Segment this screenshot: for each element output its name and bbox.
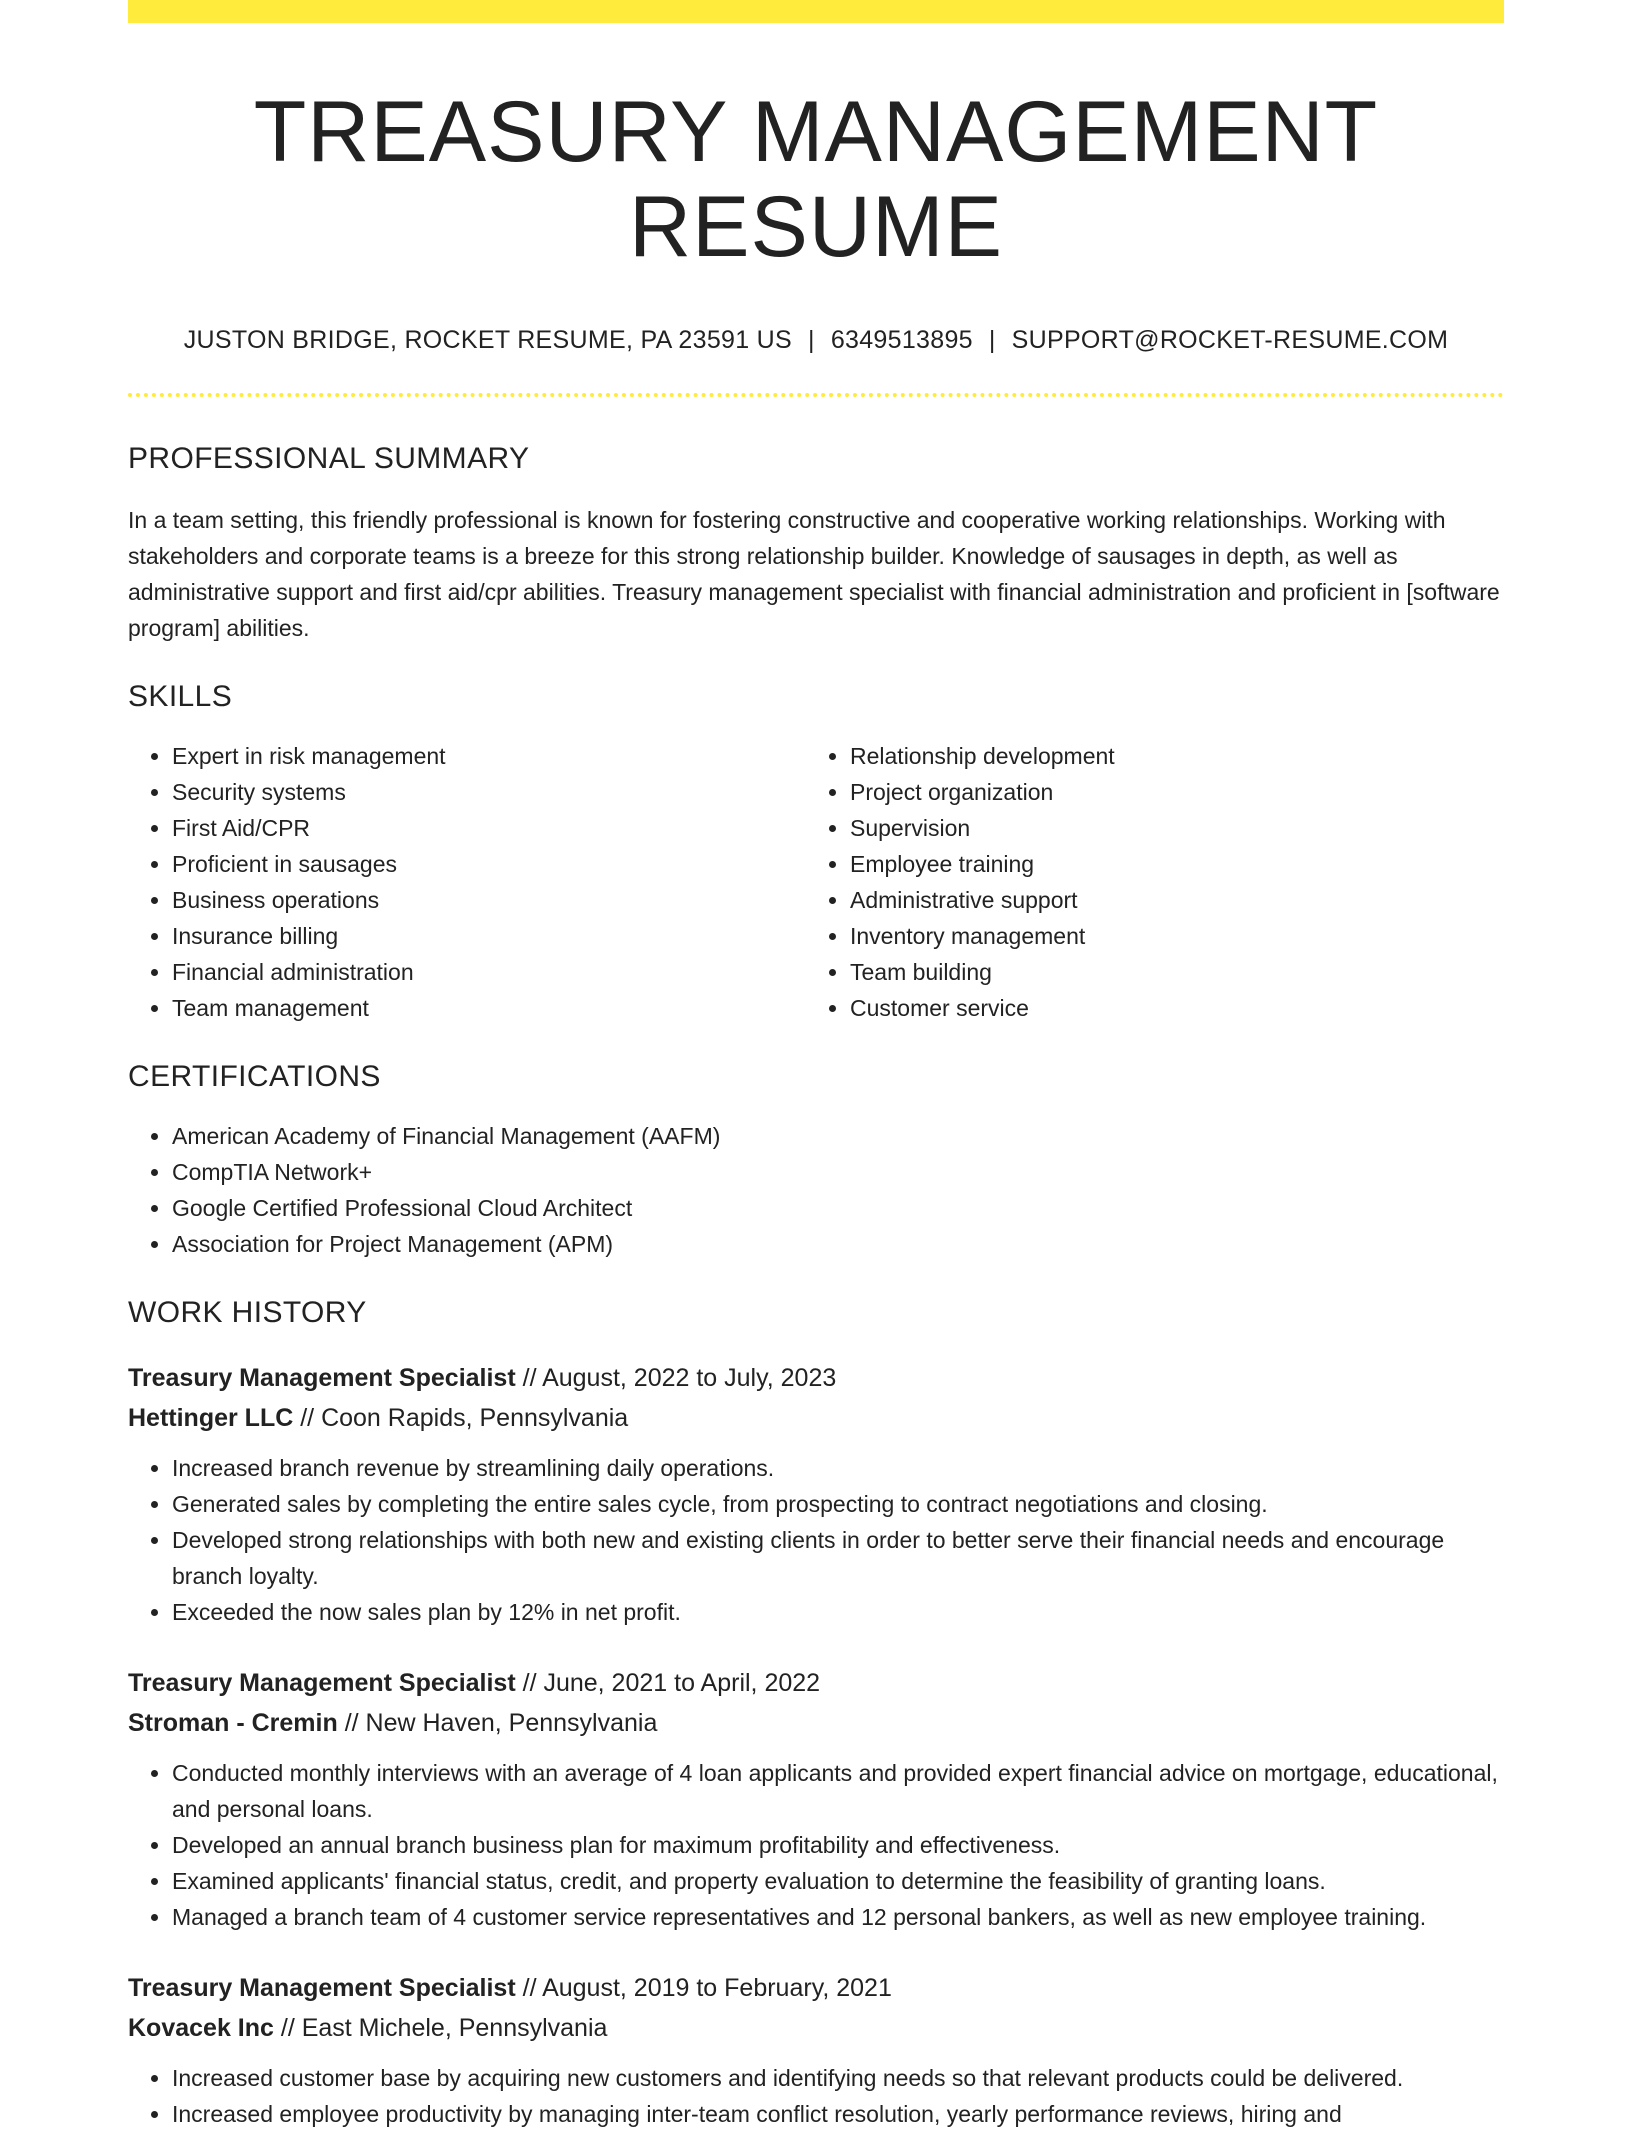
job-dates: // June, 2021 to April, 2022 bbox=[515, 1669, 821, 1698]
job-dates: // August, 2022 to July, 2023 bbox=[515, 1364, 837, 1393]
certification-item: • Google Certified Professional Cloud Architect bbox=[172, 1190, 1504, 1226]
job-location: // East Michele, Pennsylvania bbox=[273, 2014, 608, 2043]
skill-item: • Financial administration bbox=[172, 954, 806, 990]
skill-item: • Proficient in sausages bbox=[172, 846, 806, 882]
skills-list-right bbox=[806, 738, 1484, 1026]
resume-title: TREASURY MANAGEMENT RESUME bbox=[253, 84, 1379, 275]
job-company: Stroman - Cremin bbox=[128, 1709, 338, 1738]
summary-text: In a team setting, this friendly professional is known for fostering constructive and cooperative working relationships. Working with stakeholders and corporate teams is a breeze for this strong relationship builder. Knowledge of sausages in depth, as well as administrative support and first aid/cpr abilities. Treasury management specialist with financial administration and proficient in [software program] abilities. bbox=[128, 507, 1500, 642]
certification-item: • Association for Project Management (APM) bbox=[172, 1226, 1504, 1262]
job-bullet: • Increased customer base by acquiring new customers and identifying needs so that relevant products could be delivered. bbox=[172, 2060, 1504, 2096]
skill-item: • Administrative support bbox=[850, 882, 1484, 918]
skill-item: • Business operations bbox=[172, 882, 806, 918]
work-history-heading: WORK HISTORY bbox=[128, 1296, 367, 1330]
certifications-heading: CERTIFICATIONS bbox=[128, 1060, 381, 1094]
job-title: Treasury Management Specialist bbox=[128, 1669, 516, 1698]
job-bullets bbox=[128, 2060, 1504, 2132]
job-dates: // August, 2019 to February, 2021 bbox=[515, 1974, 892, 2003]
skill-item: • Project organization bbox=[850, 774, 1484, 810]
job-bullets bbox=[128, 1755, 1504, 1935]
skill-item: • Team building bbox=[850, 954, 1484, 990]
contact-phone: 6349513895 bbox=[830, 326, 973, 355]
job-company-line bbox=[128, 1703, 1504, 1743]
job-company-line bbox=[128, 1398, 1504, 1438]
skill-item: • Expert in risk management bbox=[172, 738, 806, 774]
job-title: Treasury Management Specialist bbox=[128, 1974, 516, 2003]
job-bullet: • Developed an annual branch business plan for maximum profitability and effectiveness. bbox=[172, 1827, 1504, 1863]
skill-item: • Team management bbox=[172, 990, 806, 1026]
contact-separator: | bbox=[988, 326, 996, 355]
job-bullet: • Examined applicants' financial status, credit, and property evaluation to determine the feasibility of granting loans. bbox=[172, 1863, 1504, 1899]
job-bullet: • Generated sales by completing the entire sales cycle, from prospecting to contract negotiations and closing. bbox=[172, 1486, 1504, 1522]
job-location: // New Haven, Pennsylvania bbox=[337, 1709, 658, 1738]
accent-top-bar bbox=[128, 0, 1504, 23]
contact-email: SUPPORT@ROCKET-RESUME.COM bbox=[1011, 326, 1449, 355]
skills-heading: SKILLS bbox=[128, 680, 233, 714]
job-bullet: • Increased employee productivity by managing inter-team conflict resolution, yearly performance reviews, hiring and bbox=[172, 2096, 1504, 2132]
dotted-divider bbox=[128, 393, 1504, 397]
job-company: Kovacek Inc bbox=[128, 2014, 274, 2043]
contact-address: JUSTON BRIDGE, ROCKET RESUME, PA 23591 US bbox=[183, 326, 793, 355]
job-bullet: • Exceeded the now sales plan by 12% in net profit. bbox=[172, 1594, 1504, 1630]
skills-column-left bbox=[128, 738, 806, 1026]
certification-item: • American Academy of Financial Management (AAFM) bbox=[172, 1118, 1504, 1154]
job-bullets bbox=[128, 1450, 1504, 1630]
job-title-line bbox=[128, 1358, 1504, 1398]
job-location: // Coon Rapids, Pennsylvania bbox=[293, 1404, 629, 1433]
skill-item: • Customer service bbox=[850, 990, 1484, 1026]
contact-line bbox=[128, 326, 1504, 355]
resume-page bbox=[128, 0, 1504, 2132]
certification-item: • CompTIA Network+ bbox=[172, 1154, 1504, 1190]
job-bullet: • Developed strong relationships with both new and existing clients in order to better serve their financial needs and encourage branch loyalty. bbox=[172, 1522, 1504, 1594]
skill-item: • Supervision bbox=[850, 810, 1484, 846]
skill-item: • Security systems bbox=[172, 774, 806, 810]
contact-separator: | bbox=[808, 326, 815, 355]
job-entry bbox=[128, 1663, 1504, 1935]
job-bullet: • Conducted monthly interviews with an average of 4 loan applicants and provided expert financial advice on mortgage, educational, and personal loans. bbox=[172, 1755, 1504, 1827]
job-company-line bbox=[128, 2008, 1504, 2048]
job-entry bbox=[128, 1968, 1504, 2132]
job-title-line bbox=[128, 1968, 1504, 2008]
job-company: Hettinger LLC bbox=[128, 1404, 294, 1433]
job-bullet: • Increased branch revenue by streamlining daily operations. bbox=[172, 1450, 1504, 1486]
job-entry bbox=[128, 1358, 1504, 1630]
skills-column-right bbox=[806, 738, 1484, 1026]
certifications-list bbox=[128, 1118, 1504, 1262]
skill-item: • Inventory management bbox=[850, 918, 1484, 954]
skill-item: • First Aid/CPR bbox=[172, 810, 806, 846]
job-bullet: • Managed a branch team of 4 customer service representatives and 12 personal bankers, as well as new employee training. bbox=[172, 1899, 1504, 1935]
skill-item: • Insurance billing bbox=[172, 918, 806, 954]
summary-heading: PROFESSIONAL SUMMARY bbox=[128, 442, 530, 476]
job-title: Treasury Management Specialist bbox=[128, 1364, 516, 1393]
job-title-line bbox=[128, 1663, 1504, 1703]
skill-item: • Relationship development bbox=[850, 738, 1484, 774]
skill-item: • Employee training bbox=[850, 846, 1484, 882]
skills-list-left bbox=[128, 738, 806, 1026]
skills-columns bbox=[128, 738, 1504, 1026]
